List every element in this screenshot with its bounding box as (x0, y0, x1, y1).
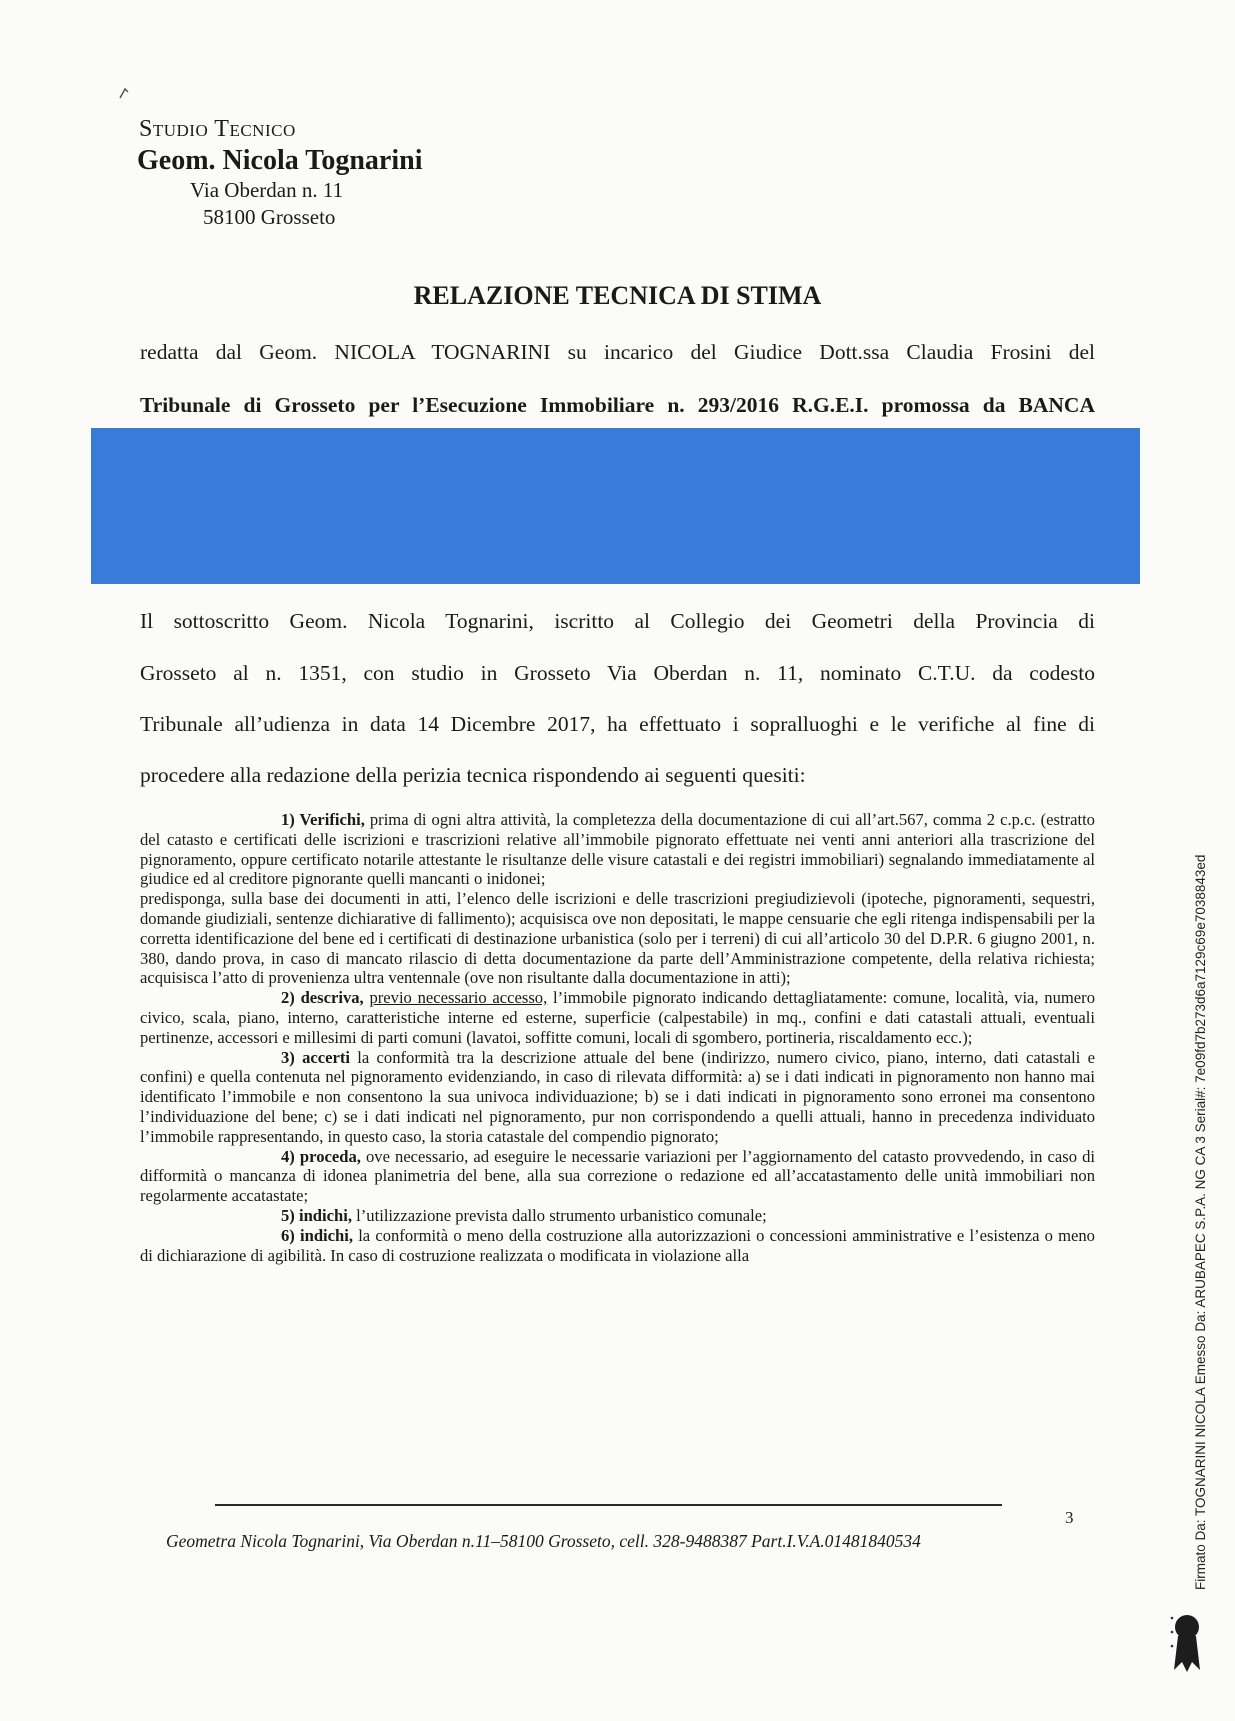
digital-signature-stamp: Firmato Da: TOGNARINI NICOLA Emesso Da: ARUBAPEC S.P.A. NG CA 3 Serial#: 7e09fd7b273d6a7129c69e7038843ed (1193, 854, 1208, 1590)
question-6 (140, 1226, 1095, 1266)
question-4 (140, 1147, 1095, 1206)
address-line-1: Via Oberdan n. 11 (190, 178, 344, 202)
intro-line-2-text: Tribunale di Grosseto per l’Esecuzione Immobiliare n. 293/2016 R.G.E.I. promossa da BANCA (140, 393, 1095, 417)
scan-speck-icon (118, 86, 132, 100)
body-line-1: Il sottoscritto Geom. Nicola Tognarini, iscritto al Collegio dei Geometri della Provincia di (140, 609, 1095, 633)
question-3 (140, 1048, 1095, 1147)
address-line-2: 58100 Grosseto (203, 205, 336, 229)
body-line-4: procedere alla redazione della perizia tecnica rispondendo ai seguenti quesiti: (140, 763, 806, 787)
question-2 (140, 988, 1095, 1047)
question-2-label: 2) descriva, (281, 988, 364, 1008)
question-4-label: 4) proceda, (281, 1146, 361, 1166)
signature-seal-icon (1170, 1610, 1204, 1674)
question-1b-text: predisponga, sulla base dei documenti in atti, l’elenco delle iscrizioni e delle trascrizioni pregiudizievoli (ipoteche, pignoramenti, sequestri, domande giudiziali, sentenze dichiarative di fallimento); acquisisca ove non depositati, le mappe censuarie che egli ritenga indispensabili per la corretta identificazione del bene ed i certificati di destinazione urbanistica (solo per i terreni) di cui all’articolo 30 del D.P.R. 6 giugno 2001, n. 380, dando prova, in caso di mancato rilascio di detta documentazione da parte dell’Amministrazione competente, della relativa richiesta; acquisisca l’atto di provenienza ultra ventennale (ove non risultante dalla documentazione in atti); (140, 889, 1095, 988)
questions-list (140, 810, 1095, 1265)
question-2-text: l’immobile pignorato indicando dettagliatamente: comune, località, via, numero civico, scala, piano, interno, caratteristiche interne ed esterne, superficie (calpestabile) in mq., confini e dati catastali attuali, eventuali pertinenze, accessori e millesimi di parti comuni (lavatoi, soffitte comuni, locali di sgombero, portineria, riscaldamento ecc.); (140, 988, 1095, 1047)
question-1-text: prima di ogni altra attività, la completezza della documentazione di cui all’art.567, comma 2 c.p.c. (estratto del catasto e certificati delle iscrizioni e trascrizioni relative all’immobile pignorato effettuate nei venti anni anteriori alla trascrizione del pignoramento, oppure certificato notarile attestante le risultanze delle visure catastali e dei registri immobiliari) segnalando immediatamente al giudice ed al creditore pignorante quelli mancanti o inidonei; (140, 810, 1095, 889)
studio-label: Studio Tecnico (139, 116, 296, 142)
question-5-label: 5) indichi, (281, 1205, 353, 1225)
footer-rule (215, 1504, 1002, 1506)
question-1-label: 1) Verifichi, (281, 810, 365, 829)
question-4-text: ove necessario, ad eseguire le necessarie variazioni per l’aggiornamento del catasto provvedendo, in caso di difformità o mancanza di idonea planimetria del bene, alla sua correzione o redazione ed all’accatastamento delle unità immobiliari non regolarmente accatastate; (140, 1146, 1096, 1206)
page-number: 3 (1065, 1508, 1074, 1527)
document-title: RELAZIONE TECNICA DI STIMA (413, 281, 822, 310)
question-6-text: la conformità o meno della costruzione alla autorizzazioni o concessioni amministrative e l’esistenza o meno di dichiarazione di agibilità. In caso di costruzione realizzata o modificata in violazione alla (140, 1225, 1095, 1265)
body-line-3: Tribunale all’udienza in data 14 Dicembre 2017, ha effettuato i sopralluoghi e le verifiche al fine di (140, 712, 1095, 736)
body-line-2: Grosseto al n. 1351, con studio in Grosseto Via Oberdan n. 11, nominato C.T.U. da codesto (140, 661, 1095, 685)
redaction-box (91, 428, 1140, 584)
question-3-label: 3) accerti (281, 1047, 351, 1067)
question-3-text: la conformità tra la descrizione attuale del bene (indirizzo, numero civico, piano, interno, dati catastali e confini) e quella contenuta nel pignoramento evidenziando, in caso di rilevata difformità: a) se i dati indicati in pignoramento non hanno mai identificato l’immobile e non consentono la sua univoca individuazione; b) se i dati indicati in pignoramento sono erronei ma consentono l’individuazione del bene; c) se i dati indicati nel pignoramento, pur non corrispondendo a quelli attuali, hanno in precedenza individuato l’immobile rappresentando, in questo caso, la storia catastale del compendio pignorato; (140, 1047, 1095, 1146)
question-5 (140, 1206, 1095, 1226)
question-2-underlined: previo necessario accesso, (369, 988, 548, 1008)
intro-line-2 (140, 393, 1095, 418)
question-1-continued (140, 889, 1095, 988)
author-name: Geom. Nicola Tognarini (137, 145, 423, 176)
footer-text: Geometra Nicola Tognarini, Via Oberdan n.11–58100 Grosseto, cell. 328-9488387 Part.I.V.A.01481840534 (166, 1531, 921, 1551)
intro-line-1: redatta dal Geom. NICOLA TOGNARINI su incarico del Giudice Dott.ssa Claudia Frosini del (140, 340, 1095, 364)
question-6-label: 6) indichi, (281, 1225, 354, 1245)
question-5-text: l’utilizzazione prevista dallo strumento urbanistico comunale; (352, 1205, 767, 1225)
question-1 (140, 810, 1095, 889)
